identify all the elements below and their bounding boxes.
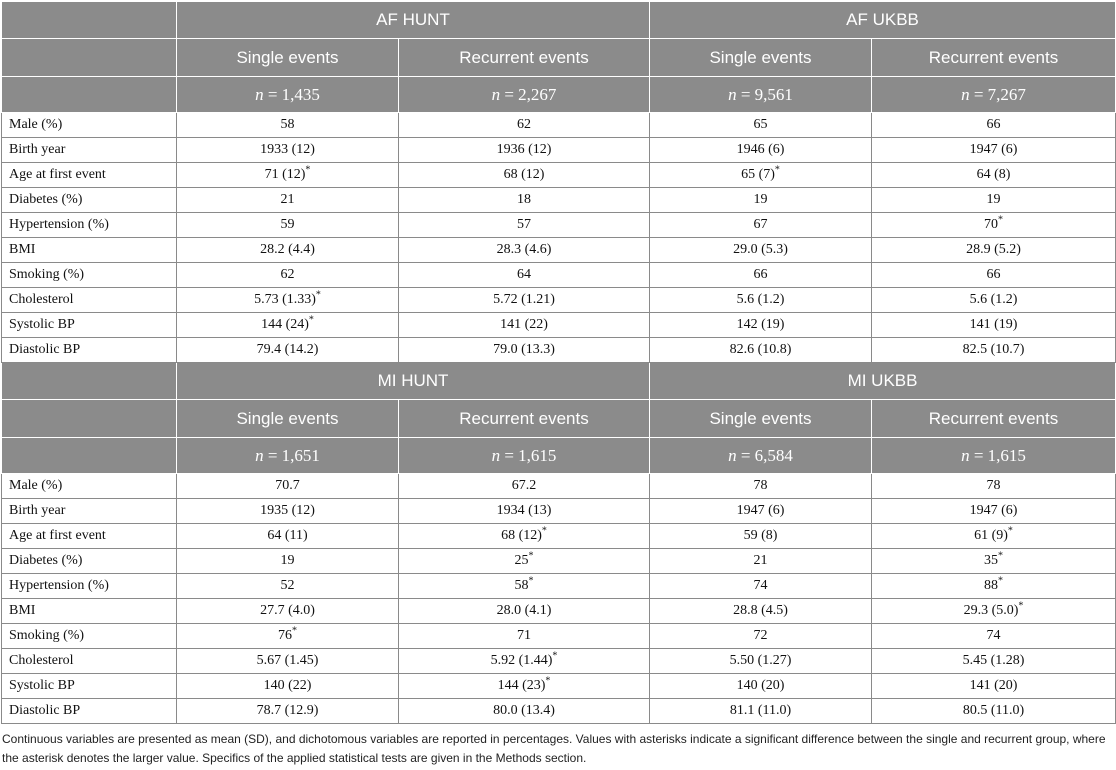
table-cell: 64 <box>399 263 650 288</box>
table-cell: 52 <box>177 574 399 599</box>
table-cell: 144 (23)* <box>399 674 650 699</box>
table-cell: 19 <box>650 188 872 213</box>
sample-size-row <box>2 77 1116 113</box>
table-row <box>2 238 1116 263</box>
table-cell: 79.4 (14.2) <box>177 338 399 363</box>
table-cell: 74 <box>650 574 872 599</box>
table-cell: 29.3 (5.0)* <box>872 599 1116 624</box>
column-subheader: Single events <box>177 39 399 77</box>
table-cell: 88* <box>872 574 1116 599</box>
table-cell: 79.0 (13.3) <box>399 338 650 363</box>
table-cell: 21 <box>650 549 872 574</box>
characteristics-table <box>1 1 1116 724</box>
group-header-row <box>2 363 1116 400</box>
table-cell: 25* <box>399 549 650 574</box>
table-cell: 58 <box>177 113 399 138</box>
table-cell: 72 <box>650 624 872 649</box>
table-cell: 66 <box>872 263 1116 288</box>
table-row <box>2 649 1116 674</box>
sample-size-cell: n = 9,561 <box>650 77 872 113</box>
table-cell: 71 (12)* <box>177 163 399 188</box>
table-cell: 5.6 (1.2) <box>650 288 872 313</box>
table-row <box>2 188 1116 213</box>
row-label: Cholesterol <box>2 288 177 313</box>
corner-blank <box>2 39 177 77</box>
subheader-row <box>2 39 1116 77</box>
corner-blank <box>2 438 177 474</box>
table-cell: 71 <box>399 624 650 649</box>
table-row <box>2 499 1116 524</box>
row-label: Systolic BP <box>2 674 177 699</box>
table-cell: 82.6 (10.8) <box>650 338 872 363</box>
table-cell: 65 (7)* <box>650 163 872 188</box>
table-cell: 76* <box>177 624 399 649</box>
table-cell: 62 <box>177 263 399 288</box>
table-cell: 61 (9)* <box>872 524 1116 549</box>
table-row <box>2 674 1116 699</box>
table-cell: 68 (12) <box>399 163 650 188</box>
table-cell: 64 (8) <box>872 163 1116 188</box>
table-row <box>2 524 1116 549</box>
table-row <box>2 263 1116 288</box>
sample-size-cell: n = 1,435 <box>177 77 399 113</box>
table-cell: 27.7 (4.0) <box>177 599 399 624</box>
row-label: Diastolic BP <box>2 699 177 724</box>
table-cell: 67.2 <box>399 474 650 499</box>
table-cell: 28.9 (5.2) <box>872 238 1116 263</box>
table-cell: 59 (8) <box>650 524 872 549</box>
table-row <box>2 213 1116 238</box>
table-cell: 81.1 (11.0) <box>650 699 872 724</box>
row-label: Male (%) <box>2 113 177 138</box>
row-label: Birth year <box>2 138 177 163</box>
row-label: Birth year <box>2 499 177 524</box>
table-cell: 78 <box>872 474 1116 499</box>
column-subheader: Single events <box>650 400 872 438</box>
table-cell: 5.72 (1.21) <box>399 288 650 313</box>
row-label: Diastolic BP <box>2 338 177 363</box>
table-row <box>2 699 1116 724</box>
table-cell: 59 <box>177 213 399 238</box>
table-cell: 1946 (6) <box>650 138 872 163</box>
table-cell: 35* <box>872 549 1116 574</box>
table-cell: 5.45 (1.28) <box>872 649 1116 674</box>
table-cell: 29.0 (5.3) <box>650 238 872 263</box>
table-cell: 1936 (12) <box>399 138 650 163</box>
table-cell: 141 (20) <box>872 674 1116 699</box>
table-cell: 5.92 (1.44)* <box>399 649 650 674</box>
table-cell: 140 (20) <box>650 674 872 699</box>
table-row <box>2 163 1116 188</box>
table-cell: 62 <box>399 113 650 138</box>
table-row <box>2 138 1116 163</box>
table-row <box>2 599 1116 624</box>
sample-size-cell: n = 1,615 <box>872 438 1116 474</box>
table-cell: 141 (22) <box>399 313 650 338</box>
row-label: Hypertension (%) <box>2 213 177 238</box>
table-cell: 19 <box>177 549 399 574</box>
table-cell: 58* <box>399 574 650 599</box>
table-cell: 142 (19) <box>650 313 872 338</box>
table-cell: 78 <box>650 474 872 499</box>
corner-blank <box>2 363 177 400</box>
column-subheader: Single events <box>650 39 872 77</box>
table-cell: 144 (24)* <box>177 313 399 338</box>
table-cell: 5.50 (1.27) <box>650 649 872 674</box>
table-row <box>2 474 1116 499</box>
table-cell: 141 (19) <box>872 313 1116 338</box>
table-body <box>2 2 1116 724</box>
row-label: Smoking (%) <box>2 263 177 288</box>
table-cell: 1934 (13) <box>399 499 650 524</box>
group-header: AF UKBB <box>650 2 1116 39</box>
table-cell: 1947 (6) <box>650 499 872 524</box>
table-cell: 66 <box>650 263 872 288</box>
table-row <box>2 288 1116 313</box>
table-cell: 1947 (6) <box>872 138 1116 163</box>
row-label: Age at first event <box>2 163 177 188</box>
table-cell: 74 <box>872 624 1116 649</box>
column-subheader: Single events <box>177 400 399 438</box>
table-row <box>2 113 1116 138</box>
column-subheader: Recurrent events <box>872 39 1116 77</box>
row-label: Male (%) <box>2 474 177 499</box>
table-cell: 1933 (12) <box>177 138 399 163</box>
table-cell: 19 <box>872 188 1116 213</box>
table-cell: 5.73 (1.33)* <box>177 288 399 313</box>
table-cell: 28.2 (4.4) <box>177 238 399 263</box>
sample-size-cell: n = 7,267 <box>872 77 1116 113</box>
table-cell: 70.7 <box>177 474 399 499</box>
table-cell: 78.7 (12.9) <box>177 699 399 724</box>
table-cell: 57 <box>399 213 650 238</box>
sample-size-cell: n = 2,267 <box>399 77 650 113</box>
row-label: Age at first event <box>2 524 177 549</box>
row-label: Cholesterol <box>2 649 177 674</box>
column-subheader: Recurrent events <box>872 400 1116 438</box>
sample-size-cell: n = 1,615 <box>399 438 650 474</box>
table-cell: 80.0 (13.4) <box>399 699 650 724</box>
row-label: BMI <box>2 238 177 263</box>
row-label: BMI <box>2 599 177 624</box>
column-subheader: Recurrent events <box>399 400 650 438</box>
row-label: Smoking (%) <box>2 624 177 649</box>
row-label: Diabetes (%) <box>2 549 177 574</box>
group-header: AF HUNT <box>177 2 650 39</box>
sample-size-row <box>2 438 1116 474</box>
table-cell: 80.5 (11.0) <box>872 699 1116 724</box>
table-cell: 65 <box>650 113 872 138</box>
table-cell: 1935 (12) <box>177 499 399 524</box>
corner-blank <box>2 77 177 113</box>
table-cell: 21 <box>177 188 399 213</box>
group-header-row <box>2 2 1116 39</box>
table-cell: 67 <box>650 213 872 238</box>
table-cell: 28.3 (4.6) <box>399 238 650 263</box>
sample-size-cell: n = 6,584 <box>650 438 872 474</box>
corner-blank <box>2 2 177 39</box>
table-cell: 70* <box>872 213 1116 238</box>
row-label: Diabetes (%) <box>2 188 177 213</box>
table-cell: 68 (12)* <box>399 524 650 549</box>
table-cell: 66 <box>872 113 1116 138</box>
group-header: MI UKBB <box>650 363 1116 400</box>
table-cell: 28.0 (4.1) <box>399 599 650 624</box>
corner-blank <box>2 400 177 438</box>
table-cell: 5.67 (1.45) <box>177 649 399 674</box>
table-cell: 64 (11) <box>177 524 399 549</box>
row-label: Systolic BP <box>2 313 177 338</box>
table-cell: 18 <box>399 188 650 213</box>
group-header: MI HUNT <box>177 363 650 400</box>
table-footnote: Continuous variables are presented as mean (SD), and dichotomous variables are reported in percentages. Values with asterisks indicate a significant difference between the single and recurrent group, where the asterisk denotes the larger value. Specifics of the applied statistical tests are given in the Methods section. <box>2 732 1106 765</box>
table-cell: 82.5 (10.7) <box>872 338 1116 363</box>
sample-size-cell: n = 1,651 <box>177 438 399 474</box>
row-label: Hypertension (%) <box>2 574 177 599</box>
subheader-row <box>2 400 1116 438</box>
column-subheader: Recurrent events <box>399 39 650 77</box>
table-row <box>2 338 1116 363</box>
table-row <box>2 549 1116 574</box>
table-cell: 140 (22) <box>177 674 399 699</box>
table-row <box>2 574 1116 599</box>
table-row <box>2 313 1116 338</box>
table-cell: 28.8 (4.5) <box>650 599 872 624</box>
table-row <box>2 624 1116 649</box>
table-cell: 1947 (6) <box>872 499 1116 524</box>
table-cell: 5.6 (1.2) <box>872 288 1116 313</box>
